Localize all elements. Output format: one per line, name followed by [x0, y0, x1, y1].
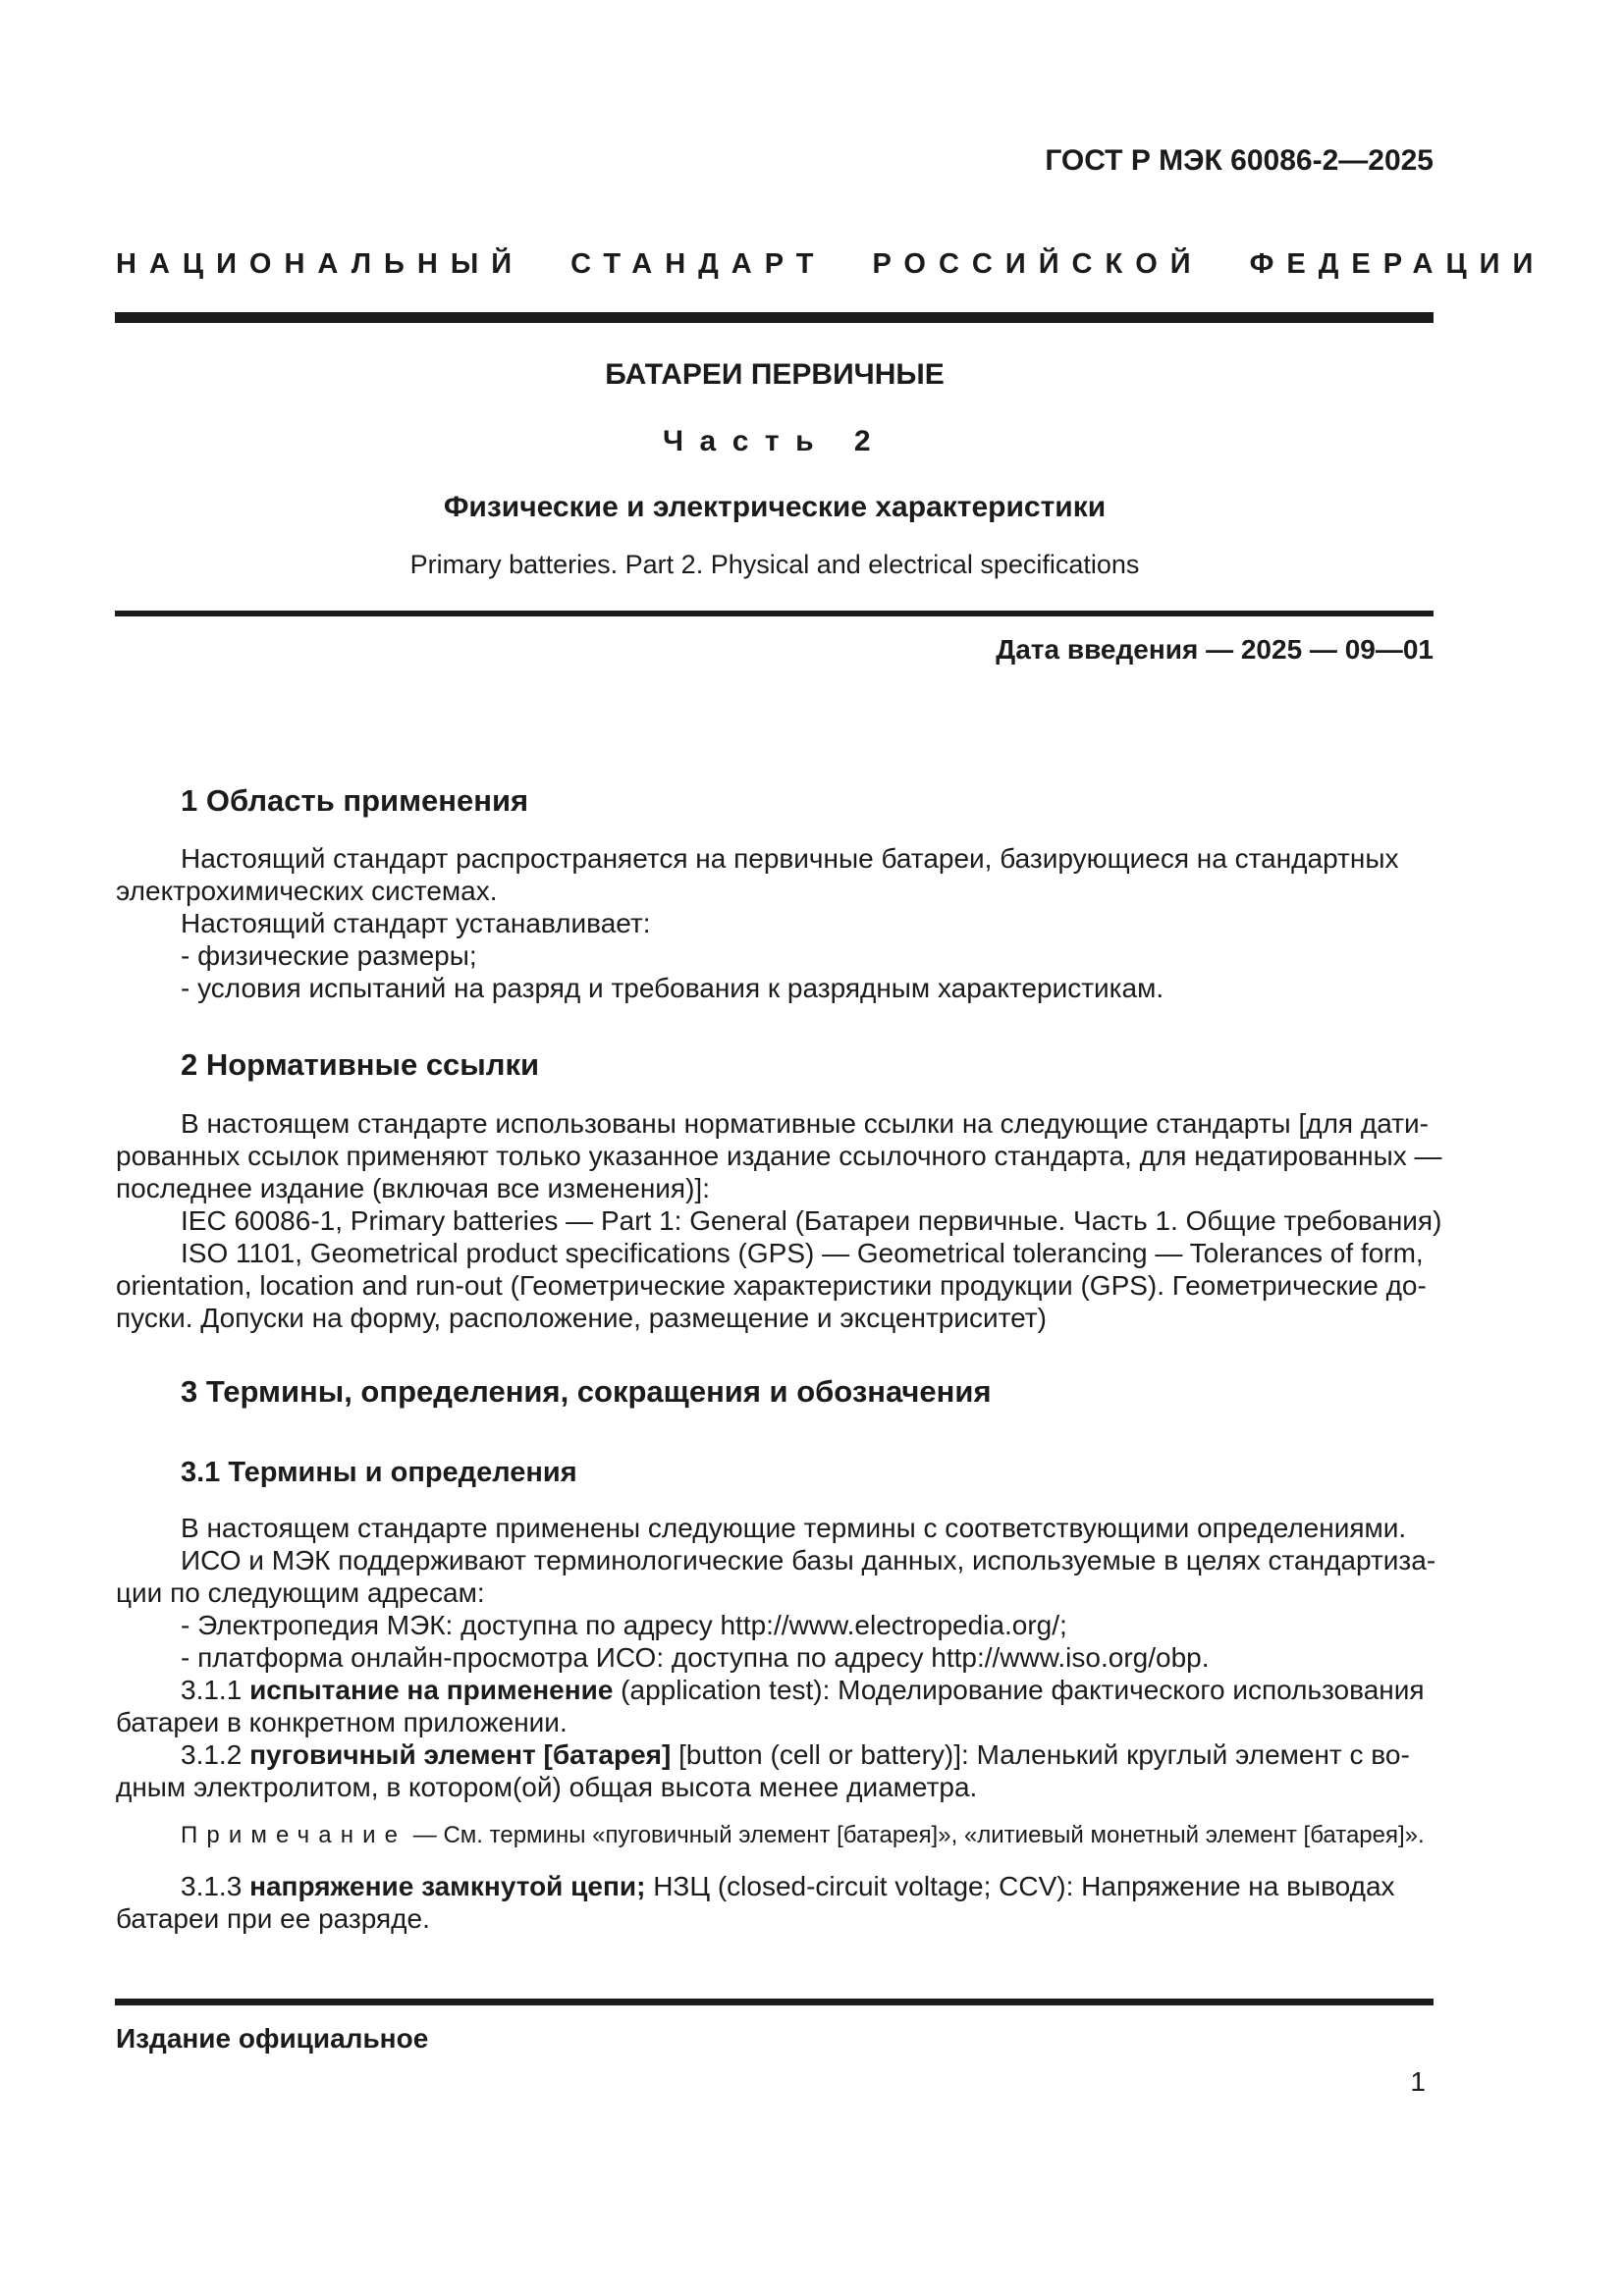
- note-text: — См. термины «пуговичный элемент [батарея]», «литиевый монетный элемент [батарея]».: [406, 1822, 1425, 1848]
- doc-code: ГОСТ Р МЭК 60086-2—2025: [1045, 144, 1434, 177]
- effective-date: Дата введения — 2025 — 09—01: [996, 634, 1434, 665]
- paragraph-line: В настоящем стандарте использованы нормативные ссылки на следующие стандарты [для дати-: [181, 1108, 1429, 1139]
- reference-line: ISO 1101, Geometrical product specifications (GPS) — Geometrical tolerancing — Tolerances of form,: [181, 1238, 1424, 1268]
- term-3-1-2: [116, 1738, 1434, 1803]
- paragraph-line: последнее издание (включая все изменения)]:: [116, 1173, 710, 1203]
- title-main: БАТАРЕИ ПЕРВИЧНЫЕ: [605, 358, 945, 391]
- title-english: Primary batteries. Part 2. Physical and electrical specifications: [409, 550, 1140, 579]
- term-definition-line: батареи в конкретном приложении.: [116, 1707, 568, 1737]
- section-1-heading: 1 Область применения: [181, 783, 529, 818]
- term-name: испытание на применение: [249, 1675, 614, 1705]
- national-standard-banner: НАЦИОНАЛЬНЫЙ СТАНДАРТ РОССИЙСКОЙ ФЕДЕРАЦИИ: [116, 248, 1546, 280]
- term-number: 3.1.2: [181, 1739, 250, 1770]
- section-3-heading: 3 Термины, определения, сокращения и обозначения: [181, 1374, 992, 1409]
- paragraph-line: ИСО и МЭК поддерживают терминологические базы данных, используемые в целях стандартиза-: [181, 1545, 1436, 1575]
- term-number: 3.1.1: [181, 1675, 250, 1705]
- term-3-1-3: [116, 1870, 1434, 1935]
- mid-rule: [115, 611, 1434, 616]
- section-3-1-body: [116, 1512, 1434, 1674]
- title-part: Часть 2: [662, 425, 888, 457]
- term-name: пуговичный элемент [батарея]: [249, 1739, 672, 1770]
- paragraph-line: Настоящий стандарт распространяется на первичные батареи, базирующиеся на стандартных: [181, 843, 1399, 874]
- footer-rule: [115, 1999, 1434, 2005]
- edition-note: Издание официальное: [116, 2023, 429, 2054]
- section-2-heading: 2 Нормативные ссылки: [181, 1047, 540, 1082]
- term-definition-line: дным электролитом, в котором(ой) общая высота менее диаметра.: [116, 1772, 978, 1802]
- list-item: - условия испытаний на разряд и требования к разрядным характеристикам.: [181, 973, 1164, 1003]
- list-item: - физические размеры;: [181, 940, 477, 971]
- list-item: - Электропедия МЭК: доступна по адресу http://www.electropedia.org/;: [181, 1610, 1067, 1640]
- term-definition-line: батареи при ее разряде.: [116, 1903, 430, 1934]
- section-2-body: [116, 1107, 1442, 1334]
- term-number: 3.1.3: [181, 1871, 250, 1901]
- title-subtitle: Физические и электрические характеристики: [443, 491, 1107, 523]
- term-name: напряжение замкнутой цепи;: [249, 1871, 646, 1901]
- reference-line: пуски. Допуски на форму, расположение, размещение и эксцентриситет): [116, 1303, 1047, 1333]
- list-item: - платформа онлайн-просмотра ИСО: доступна по адресу http://www.iso.org/obp.: [181, 1642, 1210, 1673]
- term-3-1-1: [116, 1674, 1434, 1738]
- page-number: 1: [1410, 2066, 1426, 2097]
- term-definition: НЗЦ (closed-circuit voltage; CCV): Напряжение на выводах: [645, 1871, 1395, 1901]
- paragraph-line: В настоящем стандарте применены следующие термины с соответствующими определениями.: [181, 1513, 1407, 1543]
- reference-line: orientation, location and run-out (Геометрические характеристики продукции (GPS). Геометрические до-: [116, 1270, 1427, 1301]
- top-rule: [115, 312, 1434, 323]
- paragraph-line: Настоящий стандарт устанавливает:: [181, 908, 651, 938]
- note: [116, 1821, 1434, 1850]
- term-definition: [button (cell or battery)]: Маленький круглый элемент с во-: [671, 1739, 1410, 1770]
- section-3-1-heading: 3.1 Термины и определения: [181, 1457, 577, 1488]
- reference-line: IEC 60086-1, Primary batteries — Part 1: General (Батареи первичные. Часть 1. Общие требования): [181, 1205, 1442, 1236]
- paragraph-line: ции по следующим адресам:: [116, 1577, 485, 1608]
- term-definition: (application test): Моделирование фактического использования: [613, 1675, 1425, 1705]
- paragraph-line: рованных ссылок применяют только указанное издание ссылочного стандарта, для недатированных —: [116, 1141, 1442, 1171]
- note-label: Примечание: [181, 1822, 407, 1848]
- paragraph-line: электрохимических системах.: [116, 876, 498, 906]
- section-1-body: [116, 842, 1434, 1004]
